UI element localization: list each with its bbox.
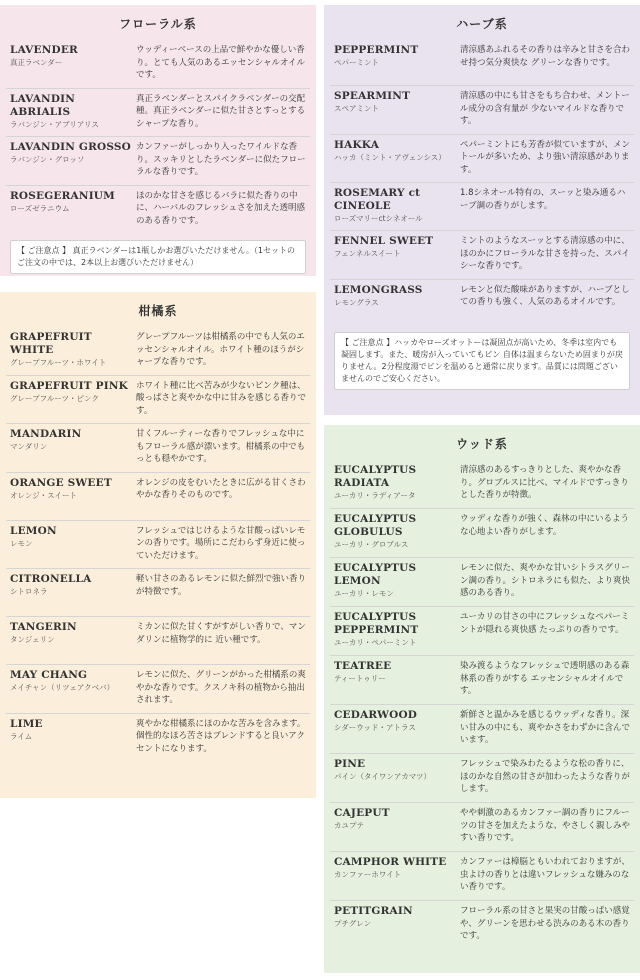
oil-name-block [334,611,456,649]
oil-description: 清涼感あふれるその香りは辛みと甘さを合わせ持つ気分爽快な グリーンな香りです。 [460,45,631,68]
oil-name-en: LAVENDER [10,44,78,56]
oil-description: ウッディな香りが強く、森林の中にいるような心地よい香りがします。 [460,514,629,537]
oil-name-en: ROSEGERANIUM [10,189,115,202]
oil-name-jp: ラバンジン・アブリアリス [10,119,99,129]
oil-name-block [334,905,456,944]
wood-item [330,901,634,950]
oil-name-en: LEMONGRASS [334,283,423,296]
oil-name-en: FENNEL SWEET [334,235,434,247]
oil-name-jp: ユーカリ・レモン [334,589,394,598]
floral-panel [0,5,316,276]
oil-name-jp: ライム [10,731,33,741]
oil-name-block [10,44,132,82]
oil-description: ペパーミントにも芳香が似ていますが、メントールが多いため、より強い清涼感があります。 [460,139,631,175]
oil-name-block [334,758,456,796]
oil-name-block [10,428,132,466]
wood-panel [324,425,640,973]
herb-title: ハーブ系 [456,17,508,31]
wood-item [330,460,634,509]
wood-item [330,509,634,558]
oil-description: 新鮮さと温かみを感じるウッディな香り。深い甘みの中にも、爽やかさをわずかに含んでいます。 [460,710,631,745]
oil-description: 清涼感の中にも甘さをもち合わせ、メントール成分の含有量が 少ないマイルドな香りです。 [460,91,630,126]
oil-name-en: LAVANDIN GROSSO [10,141,132,153]
wood-title: ウッド系 [456,437,508,451]
citrus-item [6,714,310,762]
oil-description: 甘くフルーティーな香りでフレッシュな中にもフローラル感が漂います。柑橘系の中でもっとも穏やかです。 [136,429,306,464]
citrus-item [6,327,310,376]
citrus-title: 柑橘系 [138,304,178,318]
oil-name-jp: レモン [10,538,33,548]
oil-description: 清涼感のあるすっきりとした、爽やかな香り。グロブルスに比べ、マイルドですっきりとした香りが特徴。 [460,465,629,500]
floral-note: 【 ご注意点 】 真正ラベンダーは1瓶しかお選びいただけません。（1セットのご注文の中では、2本以上お選びいただけません） [10,240,306,274]
oil-name-en: TEATREE [334,660,392,672]
oil-name-jp: カユプテ [334,821,364,830]
oil-name-jp: ラバンジン・グロッソ [10,155,85,164]
oil-name-block [10,93,132,131]
wood-item [330,754,634,803]
oil-name-block [10,141,132,179]
citrus-item [6,617,310,665]
oil-name-jp: マンダリン [10,442,48,451]
oil-name-block [334,90,456,128]
oil-name-jp: 真正ラベンダー [10,58,63,67]
floral-title: フローラル系 [119,17,197,31]
oil-name-block [10,718,132,756]
oil-description: ユーカリの甘さの中にフレッシュなペパーミントが隠れる爽快感 たっぷりの香りです。 [460,612,630,635]
oil-name-jp: ローズマリーctシネオール [334,214,423,223]
oil-name-jp: ユーカリ・グロブルス [334,540,409,549]
oil-name-jp: オレンジ・スイート [10,490,77,500]
oil-name-block [334,856,456,894]
oil-name-block [334,187,456,224]
oil-name-jp: スペアミント [334,104,379,113]
oil-name-jp: メイチャン（リツェアクベバ） [10,683,115,692]
herb-note: 【 ご注意点 】ハッカやローズオットーは凝固点が高いため、冬季は室内でも凝固します。また、暖房が入っていてもビン 自体は温まらないため固まりが戻りません。2分程度湯でビンを温めると通常に戻ります。品質には問題ございませんのでご安心ください。 [334,332,630,390]
wood-item [330,803,634,852]
oil-description: フローラル系の甘さと果実の甘酸っぱい感覚や、グリーンを思わせる渋みのある木の香りです。 [460,906,630,941]
oil-name-jp: ローズゼラニウム [10,203,70,213]
oil-description: フレッシュではじけるような甘酸っぱいレモンの香りです。場所にこだわらず身近に使っていただけます。 [136,525,306,561]
oil-description: レモンと似た酸味がありますが、ハーブとしての香りも強く、人気のあるオイルです。 [460,284,630,307]
oil-description: やや刺激のあるカンファー調の香りにフルーツの甘さを加えたような、やさしく親しみやすい香りです。 [460,808,631,843]
oil-name-jp: グレープフルーツ・ホワイト [10,358,107,367]
oil-description: 軽い甘さのあるレモンに似た鮮烈で強い香りが特徴です。 [136,574,307,597]
oil-name-en: EUCALYPTUS GLOBULUS [334,513,417,538]
floral-list [6,40,310,234]
oil-name-jp: ハッカ（ミント・アヴェンシス） [334,152,446,162]
oil-name-en: PETITGRAIN [334,905,413,917]
oil-name-jp: シダーウッド・アトラス [334,723,416,732]
herb-item [330,40,634,86]
citrus-item [6,521,310,570]
oil-name-block [334,464,456,502]
floral-item [6,137,310,186]
oil-description: ミカンに似た甘くすがすがしい香りで、マンダリンに植物学的に 近い種です。 [136,622,306,645]
oil-description: レモンに似た、爽やかな甘いシトラスグリーン調の香り。シトロネラにも似た、より爽快感のある香り。 [460,563,631,598]
oil-name-en: LEMON [10,524,57,537]
oil-name-block [334,44,456,79]
oil-name-block [334,660,456,698]
oil-name-en: ORANGE SWEET [10,476,112,489]
wood-list [330,460,634,950]
floral-item [6,89,310,138]
oil-name-en: EUCALYPTUS LEMON [334,562,417,587]
oil-name-jp: カンファーホワイト [334,870,402,879]
oil-description: 1.8シネオール特有の、スーッと染み通るハーブ調の香りがします。 [460,188,626,211]
citrus-item [6,665,310,714]
oil-name-en: SPEARMINT [334,90,411,102]
oil-name-block [10,573,132,610]
oil-name-en: HAKKA [334,138,380,151]
oil-name-en: TANGERIN [10,621,77,633]
oil-name-jp: ユーカリ・ペパーミント [334,638,417,647]
oil-name-jp: シトロネラ [10,587,48,596]
oil-name-jp: ユーカリ・ラディアータ [334,491,416,500]
oil-description: 染み渡るようなフレッシュで透明感のある森林系の香りがする エッセンシャルオイルです。 [460,661,630,696]
oil-description: ウッディーベースの上品で鮮やかな優しい香り。とても人気のあるエッセンシャルオイルです。 [136,45,306,80]
wood-item [330,656,634,705]
oil-name-block [10,669,132,707]
oil-name-en: GRAPEFRUIT WHITE [10,331,92,356]
oil-name-block [334,709,456,747]
oil-name-jp: タンジェリン [10,635,55,644]
oil-name-en: ROSEMARY ct CINEOLE [334,187,421,212]
oil-name-block [10,190,132,228]
citrus-item [6,569,310,617]
oil-name-en: CAJEPUT [334,807,390,819]
oil-name-block [334,562,456,600]
wood-item [330,705,634,754]
oil-name-block [10,331,132,369]
oil-name-jp: プチグレン [334,919,372,928]
herb-item [330,135,634,184]
oil-description: レモンに似た、グリーンがかった柑橘系の爽やかな香りです。クスノキ科の植物から抽出されます。 [136,670,306,705]
wood-item [330,607,634,656]
citrus-panel [0,292,316,798]
oil-name-en: GRAPEFRUIT PINK [10,379,128,392]
oil-description: 真正ラベンダーとスパイクラベンダーの交配種。真正ラベンダーに似た甘さとすっとするシャープな香り。 [136,93,306,129]
floral-item [6,40,310,89]
oil-name-en: PEPPERMINT [334,44,419,56]
herb-item [330,183,634,231]
herb-item [330,280,634,326]
oil-name-block [10,477,132,514]
oil-name-jp: パイン（タイワンアカマツ） [334,772,432,781]
citrus-list [6,327,310,762]
oil-name-jp: レモングラス [334,297,379,307]
oil-description: オレンジの皮をむいたときに広がる甘くさわやかな香りそのものです。 [136,477,306,500]
oil-description: 爽やかな柑橘系にほのかな苦みを含みます。個性的なほろ苦さはブレンドすると良いアクセントになります。 [136,718,306,754]
oil-description: ミントのようなスーッとする清涼感の中に、ほのかにフローラルな甘さを持った、スパイシーな香りです。 [460,236,630,271]
oil-name-jp: ティートゥリー [334,674,386,683]
oil-name-block [334,235,456,273]
oil-name-en: EUCALYPTUS RADIATA [334,464,417,489]
citrus-item [6,424,310,473]
oil-description: ホワイト種に比べ苦みが少ないピンク種は、酸っぱさと爽やかな中に甘みを感じる香りです。 [136,380,307,416]
oil-description: フレッシュで染みわたるような松の香りに、ほのかな自然の甘さが加わったような香りがします。 [460,759,630,794]
oil-name-jp: ペパーミント [334,58,379,67]
oil-name-en: EUCALYPTUS PEPPERMINT [334,611,419,636]
oil-name-en: LIME [10,717,43,730]
oil-name-en: CEDARWOOD [334,709,418,721]
oil-description: カンファーは樟脳ともいわれておりますが、虫よけの香りとは違いフレッシュな嫌みのない香りです。 [460,857,630,892]
oil-name-block [10,380,132,418]
herb-item [330,231,634,280]
oil-description: カンファーがしっかり入ったワイルドな香り。スッキリとしたラベンダーに似たフローラルな香りです。 [136,142,306,177]
oil-name-en: MAY CHANG [10,669,88,681]
oil-description: グレープフルーツは柑橘系の中でも人気のエッセンシャルオイル。ホワイト種のほうがシャープな香りです。 [136,332,305,367]
herb-panel [324,5,640,415]
oil-name-block [334,139,456,177]
oil-name-en: PINE [334,758,366,770]
citrus-item [6,376,310,425]
herb-item [330,86,634,135]
oil-name-block [10,621,132,658]
oil-name-jp: フェンネルスイート [334,249,401,258]
oil-name-block [334,807,456,845]
oil-name-block [10,525,132,563]
herb-list [330,40,634,326]
floral-item [6,186,310,234]
oil-name-block [334,284,456,320]
oil-name-en: LAVANDIN ABRIALIS [10,92,76,118]
wood-item [330,852,634,901]
citrus-item [6,473,310,521]
oil-name-jp: グレープフルーツ・ピンク [10,393,99,403]
oil-name-en: CITRONELLA [10,573,92,585]
oil-name-en: CAMPHOR WHITE [334,856,447,868]
wood-item [330,558,634,607]
oil-description: ほのかな甘さを感じるバラに似た香りの中に、ハーバルのフレッシュさを加えた透明感のある香りです。 [136,190,305,226]
oil-name-block [334,513,456,551]
oil-name-en: MANDARIN [10,428,82,440]
